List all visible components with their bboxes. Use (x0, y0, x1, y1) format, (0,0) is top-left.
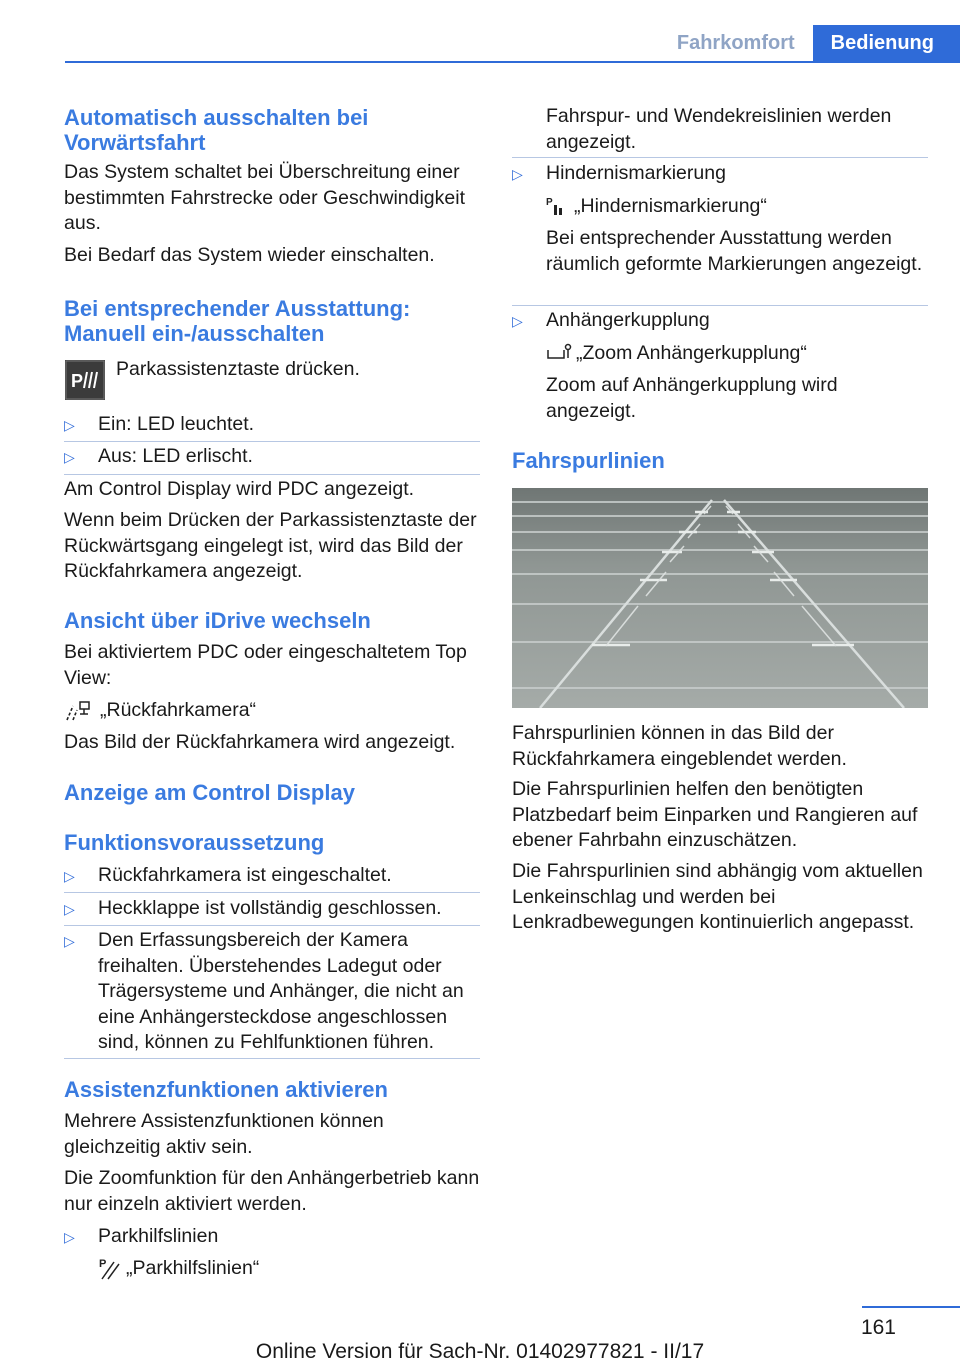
tab-fahrkomfort[interactable]: Fahrkomfort (659, 25, 813, 62)
rear-camera-icon (65, 700, 91, 722)
para-view: Bei aktiviertem PDC oder eingeschaltetem Top View: (64, 641, 467, 689)
svg-text:P: P (99, 1258, 107, 1270)
park-assist-button-icon (65, 360, 105, 400)
svg-text:P: P (71, 371, 84, 391)
heading-lanes: Fahrspurlinien (512, 448, 665, 473)
bullet-triangle-icon: ▷ (64, 1229, 75, 1245)
para-obstacle: Bei entsprechender Ausstattung werden räumlich geformte Markierungen angezeigt. (546, 227, 923, 275)
para-assist-1: Mehrere Assistenzfunktionen können gleichzeitig aktiv sein. (64, 1110, 384, 1158)
divider (512, 305, 928, 306)
bullet-triangle-icon: ▷ (512, 313, 523, 329)
heading-view: Ansicht über iDrive wechseln (64, 608, 371, 633)
para-hitch: Zoom auf Anhängerkupplung wird angezeigt. (546, 374, 838, 422)
para-lanes-1: Fahrspurlinien können in das Bild der Rückfahrkamera eingeblendet werden. (512, 722, 847, 770)
bullet-triangle-icon: ▷ (64, 868, 75, 884)
bullet-triangle-icon: ▷ (64, 933, 75, 949)
menu-item-rear-camera: „Rückfahrkamera“ (100, 699, 257, 721)
left-column: Automatisch ausschalten bei Vorwärtsfahrt Das System schaltet bei Überschreitung einer bestimmten Fahrstrecke oder Geschwindigkeit aus. Bei Bedarf das System wieder einschalten. Bei entsprechender Ausstattung: Manuell ein-/ausschalten P Parkassistenztaste drücken. ▷ Ein: LED leuchtet. ▷ Aus: LED erlischt. Am Control Display wird PDC angezeigt. Wenn beim Drücken der Parkassistenztaste der Rückwärtsgang eingelegt ist, wird das Bild der Rückfahrkamera angezeigt. Ansicht über iDrive wechseln Bei aktiviertem PDC oder eingeschaltetem Top View: „Rückfahrkamera“ Das Bild der Rückfahrkamera wird angezeigt. Anzeige am Control Display Funktionsvoraussetzung ▷ Rückfahrkamera ist eingeschaltet. ▷ Heckklappe ist vollständig geschlossen. ▷ Den Erfassungsbereich der Kamera freihalten. Überstehendes Ladegut oder Trägersysteme und Anhänger, die nicht an eine Anhängersteckdose angeschlossen sind, können zu Fehlfunktionen führen. Assistenzfunktionen aktivieren Mehrere Assistenzfunktionen können gleichzeitig aktiv sein. Die Zoomfunktion für den Anhängerbetrieb kann nur einzeln aktiviert werden. ▷ Parkhilfslinien P „Parkhilfslinien“ (64, 0, 480, 1362)
menu-item-park-lines: „Parkhilfslinien“ (126, 1257, 260, 1279)
right-column: Fahrspur- und Wendekreislinien werden angezeigt. ▷ Hindernismarkierung P „Hindernismarkierung“ Bei entsprechender Ausstattung werden räumlich geformte Markierungen angezeigt. ▷ Anhängerkupplung „Zoom Anhängerkupplung“ Zoom auf Anhängerkupplung wird angezeigt. Fahrspurlinien Fahrspurlinien können in das Bild der Rückfahrkamera eingeblendet werden. Die Fahrspurlinien helfen den benötigten Platzbedarf beim Einparken und Rangieren auf ebener Fahrbahn einzuschätzen. Die Fahrspurlinien sind abhängig vom aktuellen Lenkeinschlag und werden bei Lenkradbewegungen kontinuierlich angepasst. (512, 0, 928, 1362)
page-number: 161 (860, 1316, 896, 1339)
divider (64, 441, 480, 442)
svg-text:P: P (546, 197, 553, 208)
lane-lines-camera-image (512, 488, 928, 708)
divider (64, 474, 480, 475)
bullet-triangle-icon: ▷ (64, 449, 75, 465)
heading-assist: Assistenzfunktionen aktivieren (64, 1077, 388, 1102)
para-pdc: Am Control Display wird PDC angezeigt. (64, 478, 415, 500)
obstacle-marker-icon (546, 195, 568, 217)
menu-item-obstacle: „Hindernismarkierung“ (574, 195, 767, 217)
para-button: Parkassistenztaste drücken. (116, 358, 360, 380)
park-lines-icon (99, 1256, 121, 1280)
para-park-lines: Fahrspur- und Wendekreislinien werden angezeigt. (546, 105, 892, 153)
trailer-hitch-icon (546, 342, 572, 362)
heading-requirements: Funktionsvoraussetzung (64, 830, 325, 855)
divider (64, 1058, 480, 1059)
heading-manual: Bei entsprechender Ausstattung: Manuell ein-/ausschalten (64, 296, 411, 346)
bullet-triangle-icon: ▷ (64, 901, 75, 917)
para-lanes-2: Die Fahrspurlinien helfen den benötigten Platzbedarf beim Einparken und Rangieren auf ebener Fahrbahn einzuschätzen. (512, 778, 918, 851)
para-assist-2: Die Zoomfunktion für den Anhängerbetrieb kann nur einzeln aktiviert werden. (64, 1167, 480, 1215)
online-version-note: Online Version für Sach-Nr. 01402977821 - II/17 (255, 1340, 705, 1362)
divider (64, 925, 480, 926)
para-camera: Das Bild der Rückfahrkamera wird angezeigt. (64, 731, 456, 753)
para-lanes-3: Die Fahrspurlinien sind abhängig vom aktuellen Lenkeinschlag und werden bei Lenkradbewegungen kontinuierlich angepasst. (512, 860, 923, 933)
para-auto-off-1: Das System schaltet bei Überschreitung einer bestimmten Fahrstrecke oder Geschwindigkeit aus. (64, 161, 465, 234)
footer-rule (862, 1306, 960, 1308)
para-auto-off-2: Bei Bedarf das System wieder einschalten. (64, 244, 435, 266)
bullet-triangle-icon: ▷ (512, 166, 523, 182)
bullet-triangle-icon: ▷ (64, 417, 75, 433)
para-reverse: Wenn beim Drücken der Parkassistenztaste der Rückwärtsgang eingelegt ist, wird das Bild der Rückfahrkamera angezeigt. (64, 509, 477, 582)
tab-bedienung[interactable]: Bedienung (813, 25, 960, 62)
menu-item-hitch: „Zoom Anhängerkupplung“ (576, 342, 807, 364)
divider (512, 157, 928, 158)
heading-auto-off: Automatisch ausschalten bei Vorwärtsfahrt (64, 105, 369, 155)
heading-display: Anzeige am Control Display (64, 780, 355, 805)
divider (64, 892, 480, 893)
